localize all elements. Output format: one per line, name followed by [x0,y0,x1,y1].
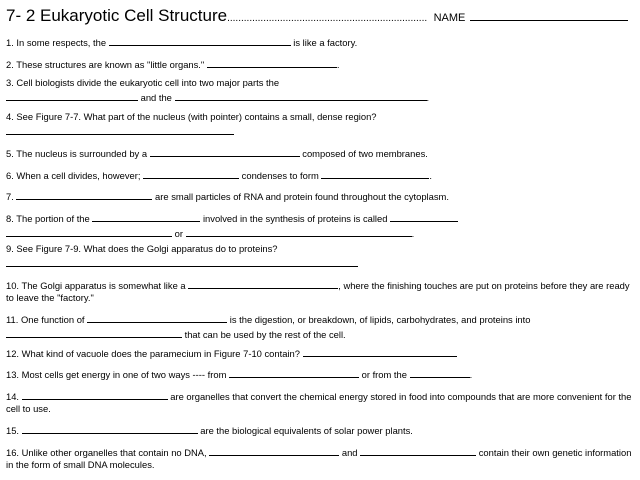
answer-blank[interactable] [109,34,291,46]
question-text: 10. The Golgi apparatus is somewhat like a [6,280,186,291]
question-3 [6,77,634,103]
answer-blank[interactable] [303,345,457,357]
question-text: 5. The nucleus is surrounded by a [6,148,148,159]
answer-blank[interactable] [360,444,476,456]
answer-blank[interactable] [186,225,412,237]
question-text: . [469,369,473,380]
question-11 [6,311,634,340]
question-16 [6,444,634,470]
name-blank[interactable] [470,9,628,21]
question-text: 11. One function of [6,314,85,325]
question-13 [6,366,634,381]
question-text: involved in the synthesis of proteins is called [202,213,388,224]
question-text: condenses to form [241,170,319,181]
answer-blank[interactable] [92,210,200,222]
question-text: . [426,91,430,103]
question-text: . [336,59,340,70]
question-text: 2. These structures are known as "little organs." [6,59,205,70]
question-text: 12. What kind of vacuole does the paramecium in Figure 7-10 contain? [6,348,300,359]
question-text: or from the [361,369,407,380]
answer-blank[interactable] [188,277,338,289]
question-text: are the biological equivalents of solar power plants. [200,425,413,436]
title-dot-leader: ........................................................................ [227,13,428,24]
question-text: 8. The portion of the [6,213,90,224]
question-text: that can be used by the rest of the cell. [184,328,346,340]
question-text: 3. Cell biologists divide the eukaryotic cell into two major parts the [6,77,280,88]
question-text: 14. [6,391,20,402]
answer-blank[interactable] [150,145,300,157]
question-9 [6,243,634,269]
answer-blank[interactable] [6,89,138,101]
answer-blank[interactable] [22,422,198,434]
answer-blank[interactable] [207,56,337,68]
question-text: 9. See Figure 7-9. What does the Golgi apparatus do to proteins? [6,243,278,254]
question-text: 13. Most cells get energy in one of two ways ---- from [6,369,227,380]
question-text: is the digestion, or breakdown, of lipids, carbohydrates, and proteins into [229,314,531,325]
question-1 [6,34,634,49]
answer-blank[interactable] [16,188,152,200]
answer-blank[interactable] [6,225,172,237]
question-6 [6,167,634,182]
question-text: . [429,170,433,181]
question-10 [6,277,634,303]
question-text: and [341,447,358,458]
answer-blank[interactable] [390,210,458,222]
question-12 [6,345,634,360]
name-label: NAME [433,12,466,24]
answer-blank[interactable] [321,167,429,179]
question-text: or [174,227,183,239]
answer-blank[interactable] [175,89,427,101]
question-text: , where the finishing touches are put on proteins before they are ready to leave the "factory." [6,280,630,303]
question-15 [6,422,634,437]
question-2 [6,56,634,71]
question-text: 6. When a cell divides, however; [6,170,141,181]
question-text: contain their own genetic information in the form of small DNA molecules. [6,447,632,470]
question-4 [6,111,634,137]
question-text: 16. Unlike other organelles that contain no DNA, [6,447,207,458]
answer-blank[interactable] [22,388,168,400]
answer-blank[interactable] [410,366,470,378]
question-text: and the [140,91,172,103]
question-text: are organelles that convert the chemical energy stored in food into compounds that are more convenient for the cell to use. [6,391,632,414]
question-text: 1. In some respects, the [6,37,107,48]
worksheet-title: 7- 2 Eukaryotic Cell Structure [6,6,228,25]
answer-blank[interactable] [209,444,339,456]
question-text: . [411,227,415,239]
question-7 [6,188,634,203]
question-text: composed of two membranes. [302,148,428,159]
answer-blank[interactable] [229,366,359,378]
question-text: is like a factory. [293,37,358,48]
question-text: are small particles of RNA and protein found throughout the cytoplasm. [155,191,449,202]
question-text: 15. [6,425,20,436]
question-text: 7. [6,191,14,202]
question-8 [6,210,634,239]
question-14 [6,388,634,414]
answer-blank[interactable] [143,167,239,179]
answer-blank[interactable] [6,255,358,267]
answer-blank[interactable] [6,123,234,135]
question-5 [6,145,634,160]
worksheet-header [6,6,634,26]
answer-blank[interactable] [87,311,227,323]
question-text: 4. See Figure 7-7. What part of the nucleus (with pointer) contains a small, dense region? [6,111,377,122]
answer-blank[interactable] [6,326,182,338]
